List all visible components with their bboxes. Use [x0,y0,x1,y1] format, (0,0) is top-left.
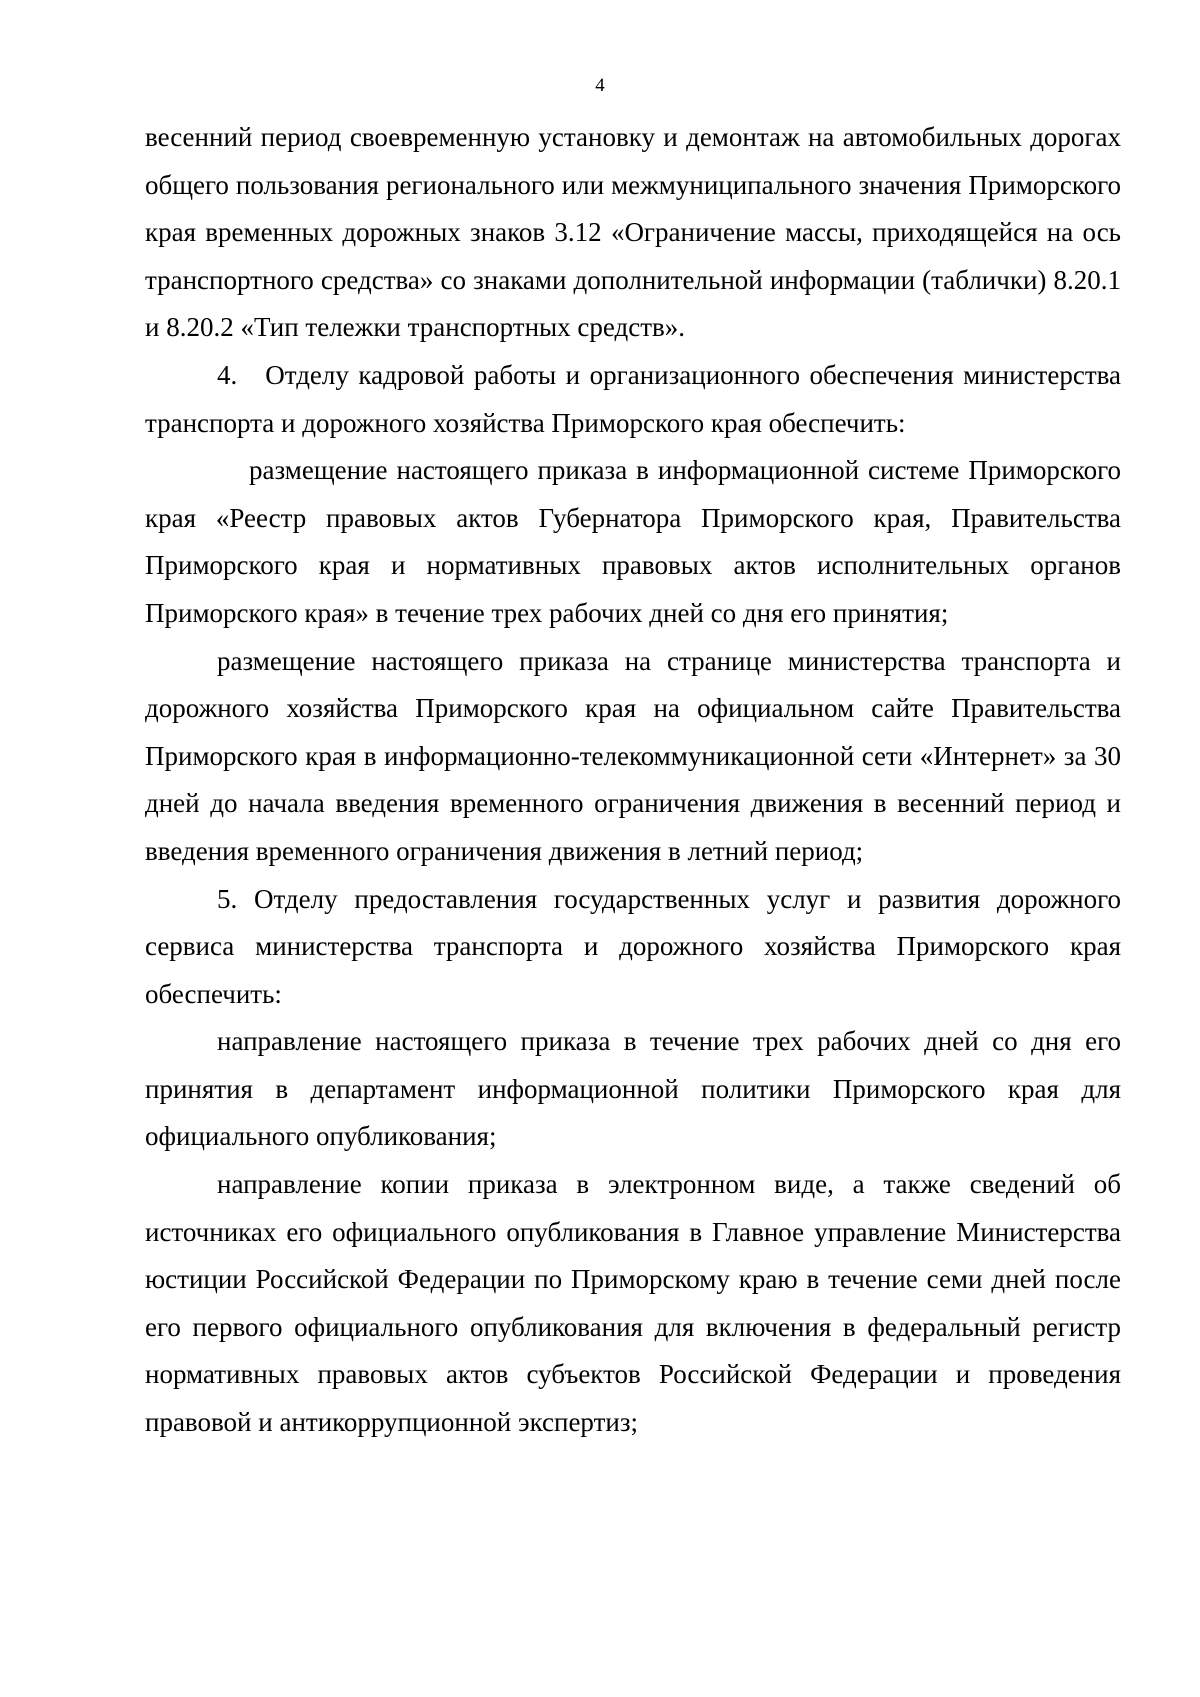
paragraph-item-4 [145,352,1121,447]
item-number: 4. [217,359,238,390]
paragraph-website-publication: размещение настоящего приказа на странице министерства транспорта и дорожного хозяйства Приморского края на официальном сайте Правительства Приморского края в информационно-телекоммуникационной сети «Интернет» за 30 дней до начала введения временного ограничения движения в весенний период и введения временного ограничения движения в летний период; [145,645,1121,866]
item-text: Отделу кадровой работы и организационного обеспечения министерства транспорта и дорожного хозяйства Приморского края обеспечить: [145,359,1121,438]
document-body [145,114,1121,1447]
paragraph-item-5: 5. Отделу предоставления государственных услуг и развития дорожного сервиса министерства транспорта и дорожного хозяйства Приморского края обеспечить: [145,883,1121,1009]
paragraph-registry-publication: размещение настоящего приказа в информационной системе Приморского края «Реестр правовых актов Губернатора Приморского края, Правительства Приморского края и нормативных правовых актов исполнительных органов Приморского края» в течение трех рабочих дней со дня его принятия; [145,455,1121,628]
paragraph-continuation: весенний период своевременную установку и демонтаж на автомобильных дорогах общего пользования регионального или межмуниципального значения Приморского края временных дорожных знаков 3.12 «Ограничение массы, приходящейся на ось транспортного средства» со знаками дополнительной информации (таблички) 8.20.1 и 8.20.2 «Тип тележки транспортных средств». [145,122,1121,343]
page-number: 4 [595,75,605,96]
paragraph-ministry-of-justice: направление копии приказа в электронном виде, а также сведений об источниках его официального опубликования в Главное управление Министерства юстиции Российской Федерации по Приморскому краю в течение семи дней после его первого официального опубликования для включения в федеральный регистр нормативных правовых актов субъектов Российской Федерации и проведения правовой и антикоррупционной экспертиз; [145,1169,1121,1438]
paragraph-official-publication: направление настоящего приказа в течение трех рабочих дней со дня его принятия в департамент информационной политики Приморского края для официального опубликования; [145,1026,1121,1152]
